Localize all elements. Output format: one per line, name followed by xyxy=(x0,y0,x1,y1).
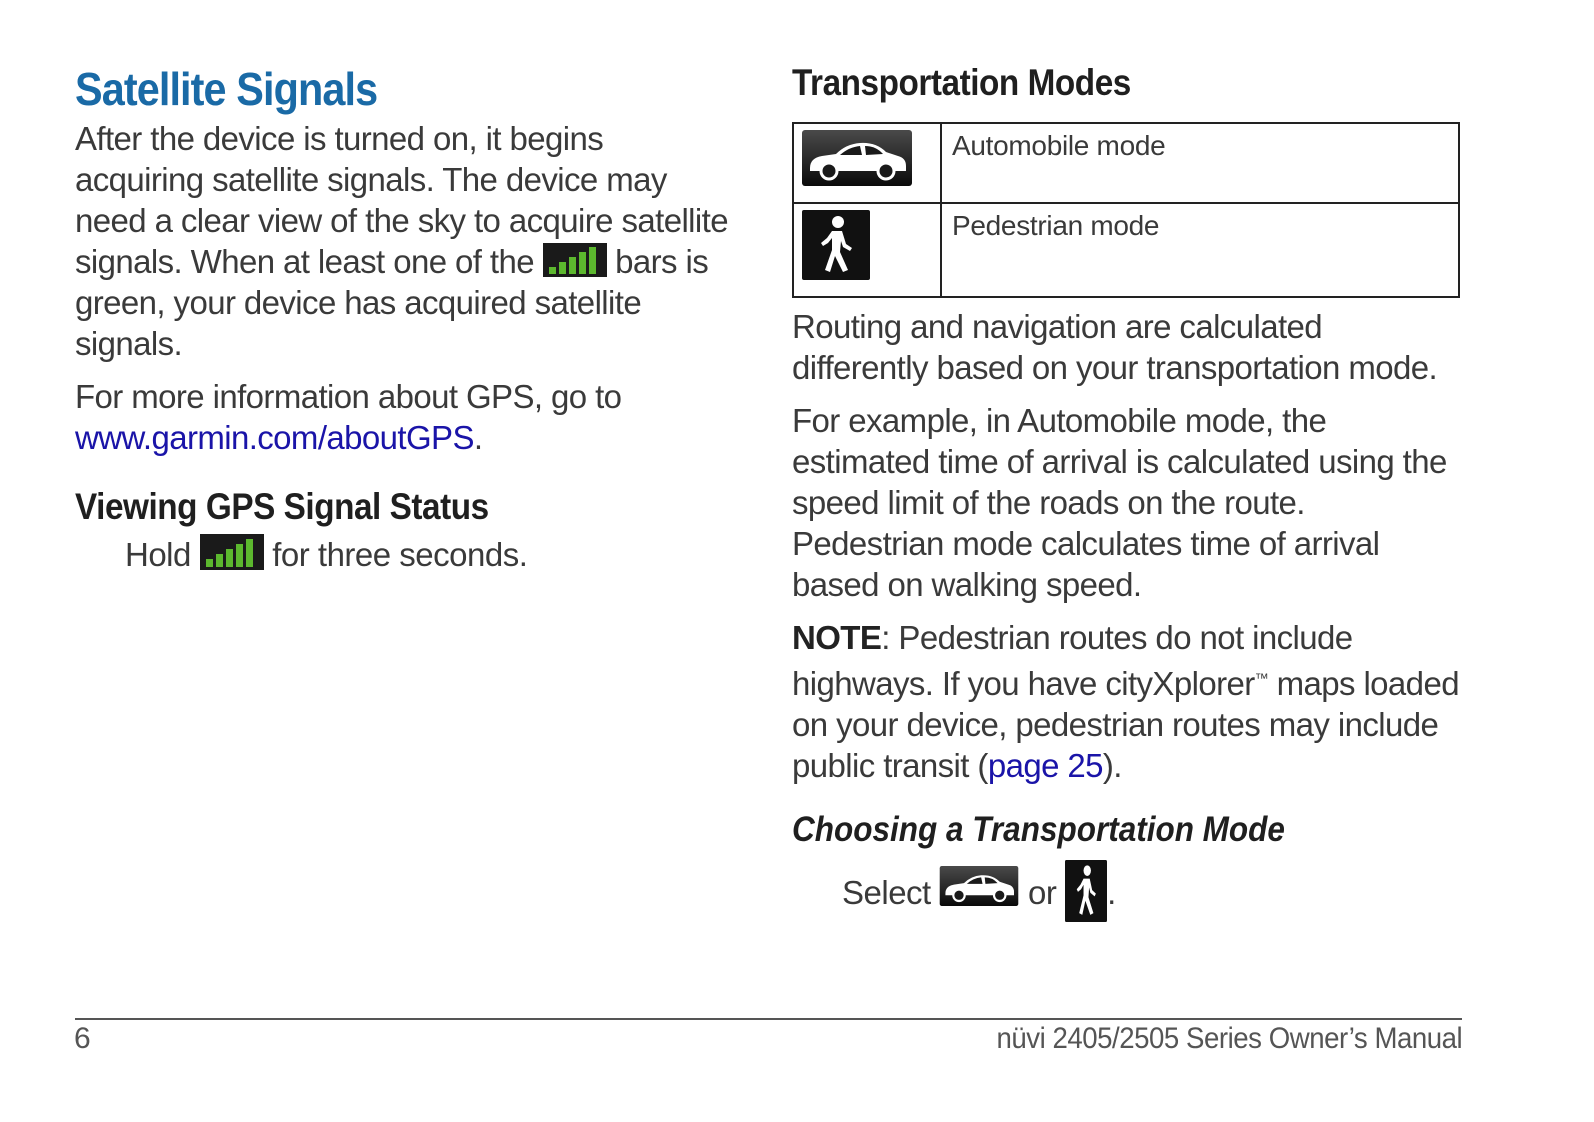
gps-info-text: For more information about GPS, go to xyxy=(75,378,622,415)
satellite-paragraph-text-a: After the device is turned on, it begins acquiring satellite signals. The device may need a clear view of the sky to acquire satellite signals. When at least one of the xyxy=(75,120,728,280)
note-text-b: maps loaded on your device, pedestrian routes may include public transit ( xyxy=(792,665,1459,784)
select-step-text: Select xyxy=(842,874,940,911)
left-column xyxy=(75,62,735,575)
gps-info-end: . xyxy=(473,419,483,456)
hold-signal-step xyxy=(75,534,735,575)
note-paragraph xyxy=(792,617,1462,786)
section-title-transportation-modes: Transportation Modes xyxy=(792,62,1131,103)
subtitle-choosing-transportation-mode: Choosing a Transportation Mode xyxy=(792,810,1285,849)
routing-paragraph: Routing and navigation are calculated differently based on your transportation mode. xyxy=(792,308,1438,386)
signal-bars-icon[interactable] xyxy=(200,534,264,570)
pedestrian-icon[interactable] xyxy=(1065,860,1107,922)
car-icon[interactable] xyxy=(939,866,1019,906)
table-row xyxy=(793,123,1459,203)
table-icon-cell xyxy=(793,123,941,203)
note-text-a: : Pedestrian routes do not include highways. If you have cityXplorer xyxy=(792,619,1353,702)
example-paragraph: For example, in Automobile mode, the estimated time of arrival is calculated using the speed limit of the roads on the route. Pedestrian mode calculates time of arrival based on walking speed. xyxy=(792,402,1447,603)
signal-bars-icon xyxy=(543,243,607,277)
select-step-end: . xyxy=(1107,874,1116,911)
subtitle-viewing-gps-signal-status: Viewing GPS Signal Status xyxy=(75,486,489,527)
hold-step-text-b: for three seconds. xyxy=(263,536,528,573)
car-icon xyxy=(802,130,912,186)
mode-label: Pedestrian mode xyxy=(941,203,1459,297)
section-title-satellite-signals: Satellite Signals xyxy=(75,63,378,115)
trademark-symbol: ™ xyxy=(1254,670,1269,686)
page-25-link[interactable]: page 25 xyxy=(987,747,1103,784)
satellite-paragraph-text-b: bars is green, your device has acquired satellite signals. xyxy=(75,243,709,362)
page-number: 6 xyxy=(74,1022,91,1055)
hold-step-text-a: Hold xyxy=(125,536,200,573)
table-icon-cell xyxy=(793,203,941,297)
or-text: or xyxy=(1019,874,1066,911)
table-row xyxy=(793,203,1459,297)
satellite-paragraph xyxy=(75,118,735,364)
garmin-about-gps-link[interactable]: www.garmin.com/aboutGPS xyxy=(75,419,474,456)
footer-divider xyxy=(75,1018,1462,1020)
note-label: NOTE xyxy=(792,619,882,656)
note-end: ). xyxy=(1102,747,1122,784)
select-mode-step xyxy=(792,860,1462,922)
mode-label: Automobile mode xyxy=(941,123,1459,203)
pedestrian-icon xyxy=(802,210,870,280)
gps-info-paragraph xyxy=(75,376,735,458)
transportation-modes-table xyxy=(792,122,1460,298)
right-column xyxy=(792,62,1462,922)
manual-title: nüvi 2405/2505 Series Owner’s Manual xyxy=(996,1022,1462,1055)
